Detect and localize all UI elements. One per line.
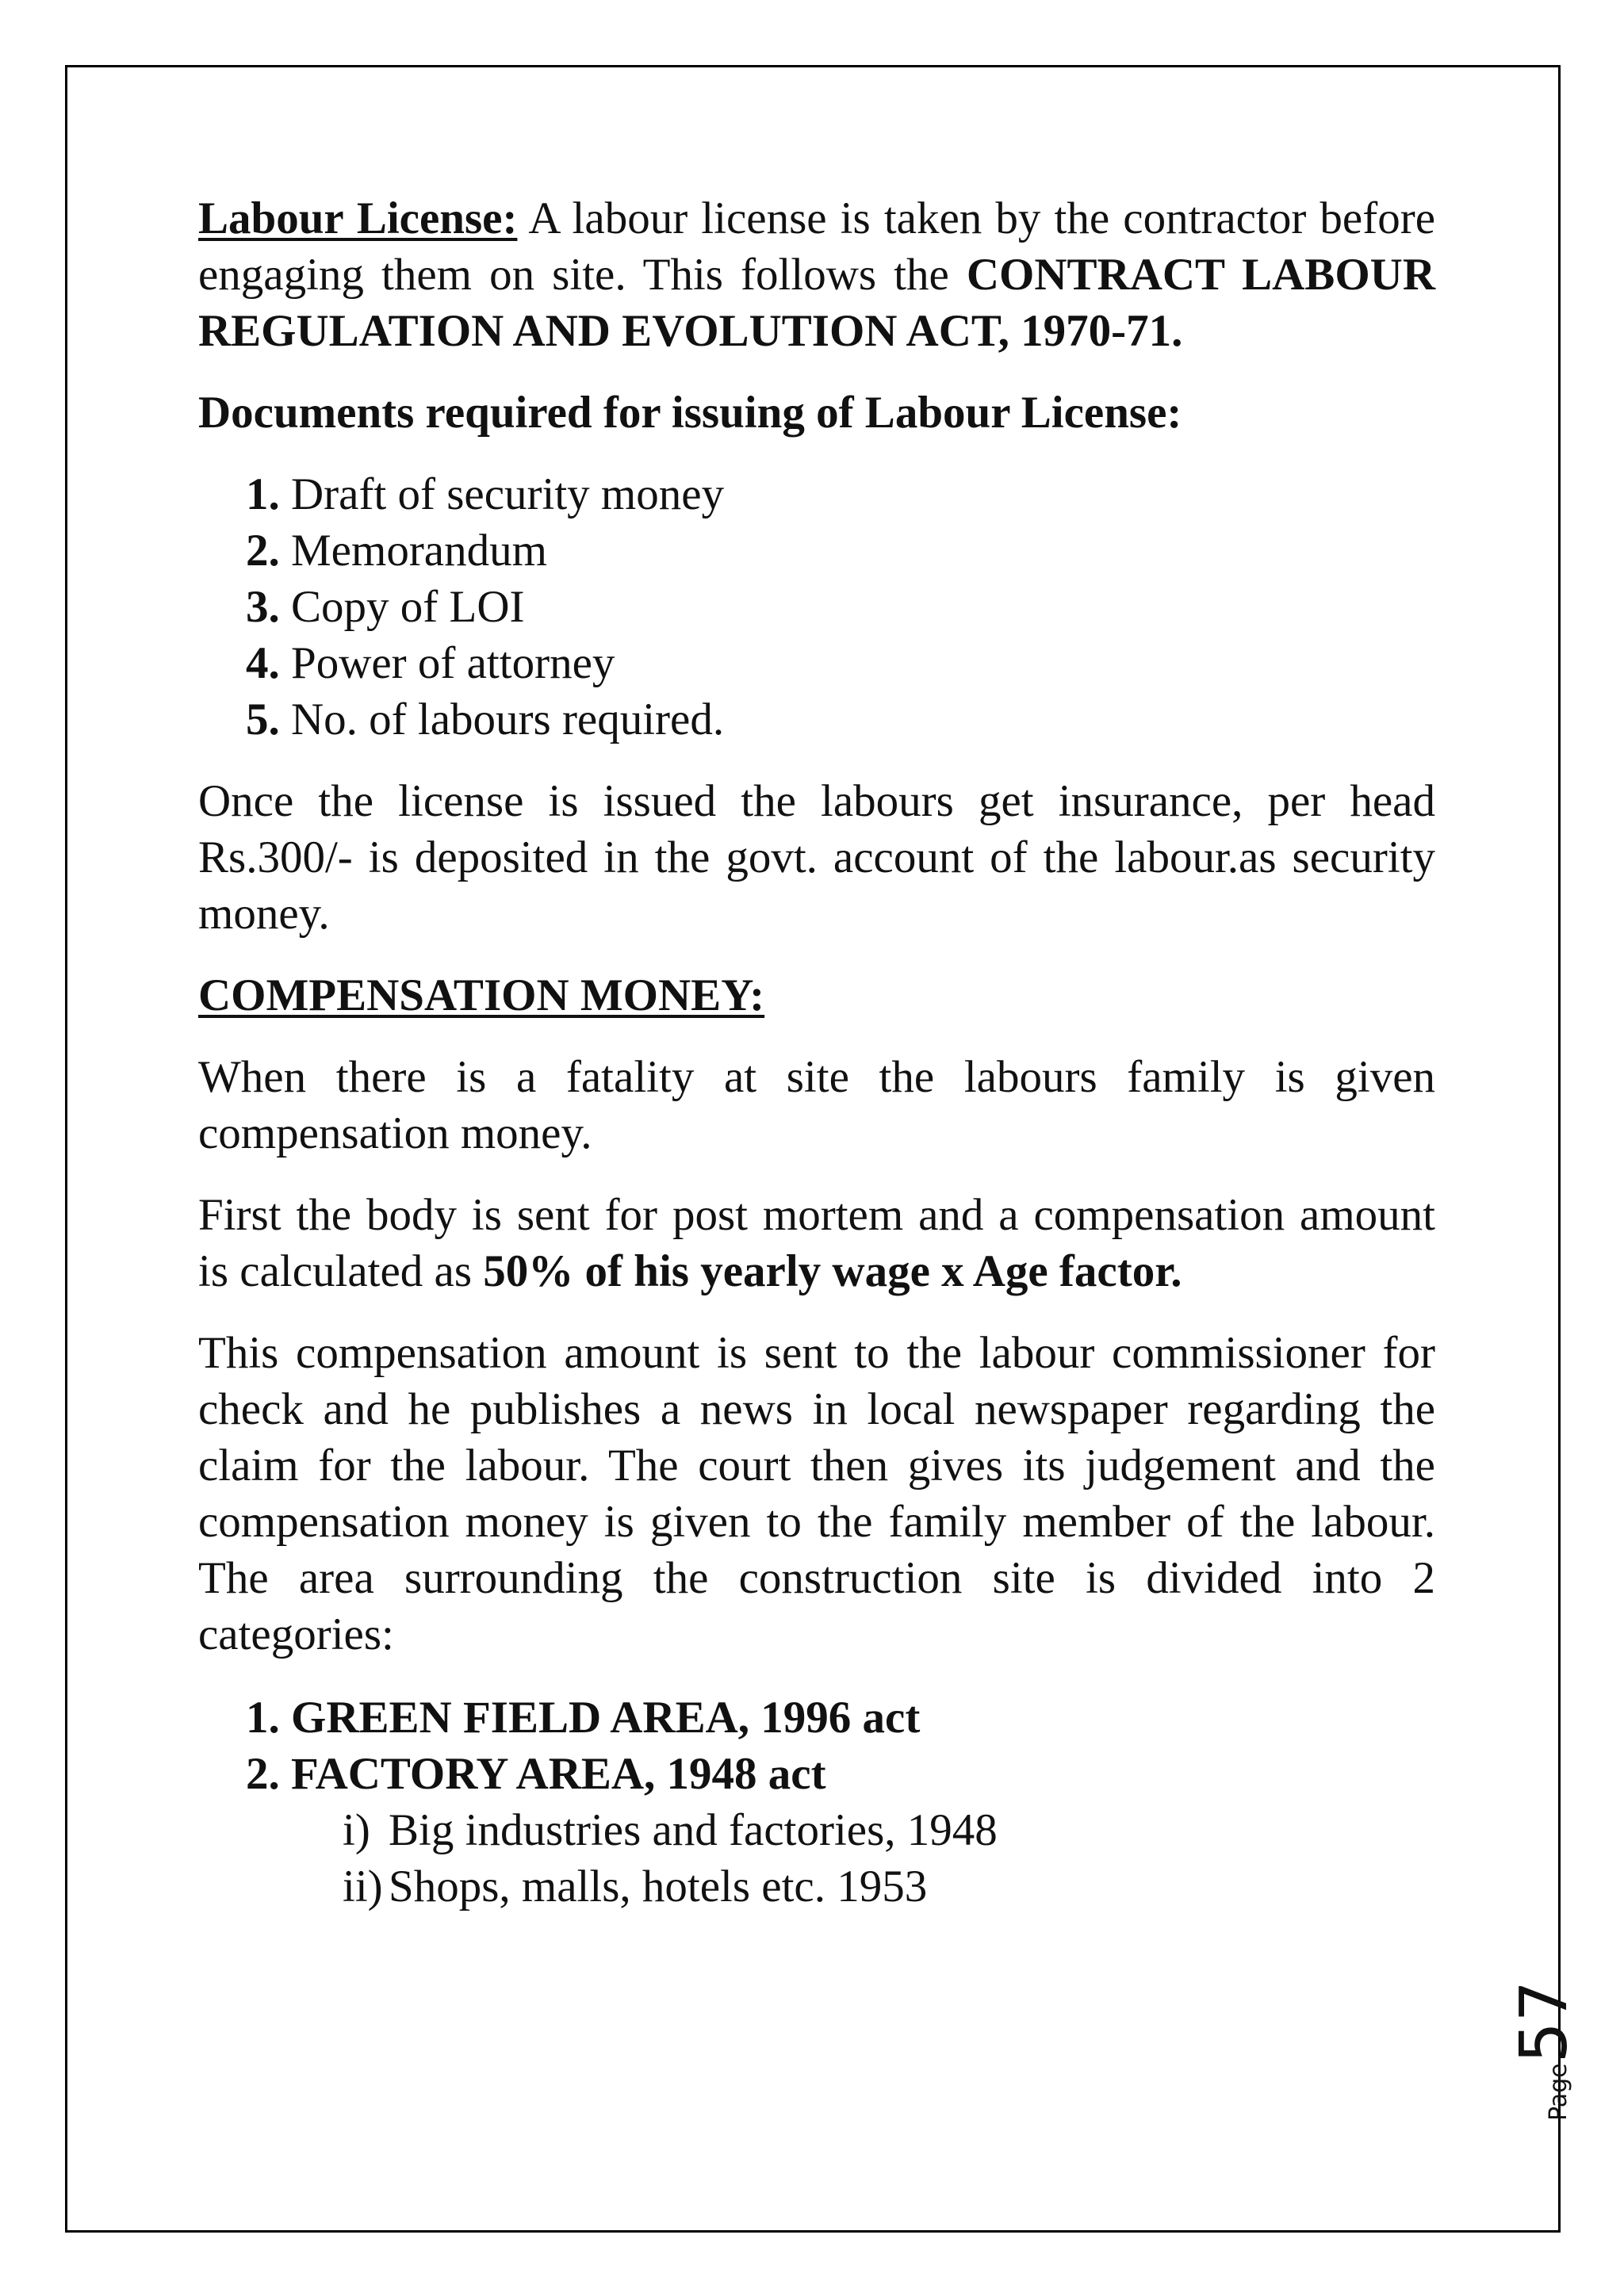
documents-list [198,466,1435,748]
labour-license-label: Labour License: [198,193,518,243]
category-item: 1. GREEN FIELD AREA, 1996 act [246,1693,921,1743]
subcategory-item: ii) Shops, malls, hotels etc. 1953 [343,1862,928,1911]
compensation-paragraph-2: First the body is sent for post mortem and a compensation amount is calculated as 50% of his yearly wage x Age factor. [198,1190,1435,1296]
list-item: 3. Copy of LOI [246,582,525,632]
intro-paragraph [198,190,1435,359]
insurance-paragraph: Once the license is issued the labours get insurance, per head Rs.300/- is deposited in the govt. account of the labour.as security money. [198,776,1435,939]
category-item: 2. FACTORY AREA, 1948 act i) Big industries and factories, 1948 ii) Shops, malls, hotels etc. 1953 [198,1746,1435,1915]
page-content [198,190,1435,1915]
list-item: 2. Memorandum [246,526,547,576]
page-label: Page [1545,2063,1572,2121]
subcategories-list [246,1802,1435,1915]
act-name: CONTRACT LABOUR REGULATION AND EVOLUTION ACT, 1970-71. [198,250,1435,356]
page-number-marker [1505,1962,1584,2121]
compensation-paragraph-1: When there is a fatality at site the labours family is given compensation money. [198,1052,1435,1158]
subcategory-item: i) Big industries and factories, 1948 [343,1805,998,1855]
list-item: 1. Draft of security money [246,469,725,519]
compensation-paragraph-3: This compensation amount is sent to the labour commissioner for check and he publishes a news in local newspaper regarding the claim for the labour. The court then gives its judgement and the compensation money is given to the family member of the labour. The area surrounding the construction site is divided into 2 categories: [198,1328,1435,1659]
intro-text: A labour license is taken by the contractor before engaging them on site. This follows the [198,193,1435,300]
categories-list [198,1689,1435,1915]
documents-heading: Documents required for issuing of Labour License: [198,388,1182,438]
formula-text: 50% of his yearly wage x Age factor. [483,1246,1182,1296]
compensation-heading: COMPENSATION MONEY: [198,970,765,1020]
list-item: 4. Power of attorney [246,638,615,688]
list-item: 5. No. of labours required. [246,695,725,744]
page-number: 57 [1507,1980,1582,2064]
